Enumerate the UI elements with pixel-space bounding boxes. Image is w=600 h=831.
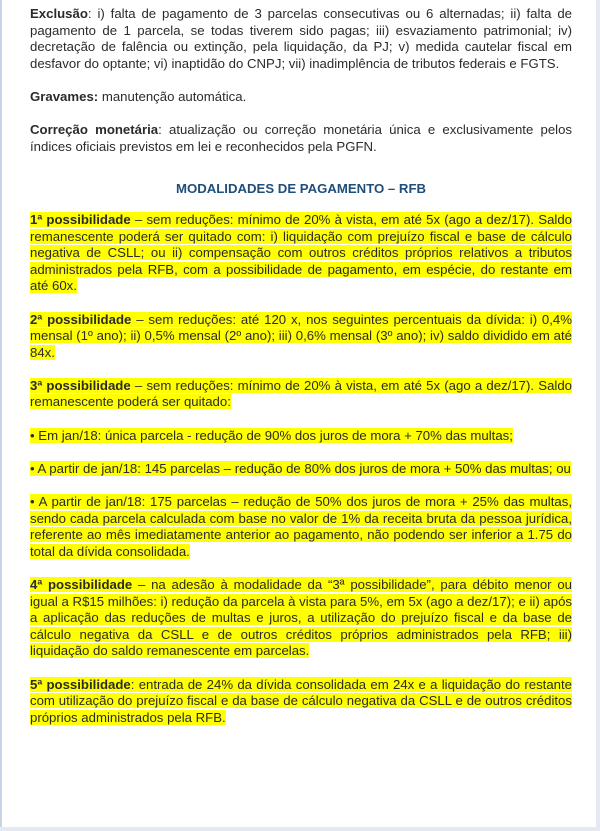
- possibilidade-1-text: – sem reduções: mínimo de 20% à vista, em até 5x (ago a dez/17). Saldo remanescente poderá ser quitado com: i) liquidação com prejuízo fiscal e base de cálculo negativa de CSLL; ou ii) compensação com outros créditos próprios relativos a tributos administrados pela RFB, com a possibilidade de pagamento, em espécie, do restante em até 60x.: [30, 211, 573, 294]
- possibilidade-3-text: – sem reduções: mínimo de 20% à vista, em até 5x (ago a dez/17). Saldo remanescente poderá ser quitado:: [30, 377, 573, 410]
- possibilidade-5-paragraph: [30, 677, 572, 727]
- possibilidade-5-text: : entrada de 24% da dívida consolidada em 24x e a liquidação do restante com utilização do prejuízo fiscal e da base de cálculo negativa da CSLL e de outros créditos próprios administrados pela RFB.: [30, 676, 572, 725]
- possibilidade-5-label: 5ª possibilidade: [30, 676, 131, 692]
- possibilidade-1-label: 1ª possibilidade: [30, 211, 131, 227]
- exclusao-paragraph: [30, 6, 572, 72]
- bullet-145-parcelas: [30, 461, 572, 478]
- bullet-jan18-unica-text: • Em jan/18: única parcela - redução de 90% dos juros de mora + 70% das multas;: [30, 427, 513, 443]
- bullet-175-parcelas: [30, 494, 572, 560]
- section-title: MODALIDADES DE PAGAMENTO – RFB: [175, 181, 427, 197]
- page-frame-left: [0, 0, 2, 831]
- possibilidade-4-paragraph: [30, 577, 572, 660]
- possibilidade-3-paragraph: [30, 378, 572, 411]
- bullet-145-parcelas-text: • A partir de jan/18: 145 parcelas – redução de 80% dos juros de mora + 50% das multas; ou: [30, 460, 571, 476]
- correcao-text: : atualização ou correção monetária única e exclusivamente pelos índices oficiais previstos em lei e reconhecidos pela PGFN.: [30, 122, 573, 154]
- gravames-text: manutenção automática.: [98, 88, 247, 104]
- correcao-label: Correção monetária: [30, 122, 159, 138]
- possibilidade-4-text: – na adesão à modalidade da “3ª possibilidade”, para débito menor ou igual a R$15 milhões: i) redução da parcela à vista para 5%, em 5x (ago a dez/17); e ii) após a aplicação das reduções de multas e juros, a utilização do prejuízo fiscal e da base de cálculo negativa da CSLL e de outros créditos próprios administrados pela RFB; iii) liquidação do saldo remanescente em parcelas.: [30, 577, 572, 659]
- bullet-jan18-unica: [30, 428, 572, 445]
- page-frame-right: [596, 0, 600, 831]
- possibilidade-3-label: 3ª possibilidade: [30, 377, 131, 393]
- possibilidade-1-paragraph: [30, 212, 572, 295]
- exclusao-label: Exclusão: [30, 6, 88, 21]
- possibilidade-2-text: – sem reduções: até 120 x, nos seguintes percentuais da dívida: i) 0,4% mensal (1º ano); ii) 0,5% mensal (2º ano); iii) 0,6% mensal (3º ano); iv) saldo dividido em até 84x.: [30, 311, 572, 360]
- bullet-175-parcelas-text: • A partir de jan/18: 175 parcelas – redução de 50% dos juros de mora + 25% das multas, sendo cada parcela calculada com base no valor de 1% da receita bruta da pessoa jurídica, referente ao mês imediatamente anterior ao pagamento, não podendo ser inferior a 1.75 do total da dívida consolidada.: [30, 494, 572, 559]
- exclusao-text: : i) falta de pagamento de 3 parcelas consecutivas ou 6 alternadas; ii) falta de pagamento de 1 parcela, se todas tiverem sido pagas; iii) esvaziamento patrimonial; iv) decretação de falência ou extinção, pela liquidação, da PJ; v) medida cautelar fiscal em desfavor do optante; vi) inaptidão do CNPJ; vii) inadimplência de tributos federais e FGTS.: [30, 6, 572, 71]
- possibilidade-2-label: 2ª possibilidade: [30, 311, 132, 327]
- gravames-label: Gravames:: [30, 88, 99, 104]
- page-frame-bottom: [0, 827, 600, 831]
- possibilidade-4-label: 4ª possibilidade: [30, 577, 133, 592]
- document-body: [30, 6, 572, 743]
- correcao-paragraph: [30, 122, 572, 155]
- section-title-wrap: [30, 181, 572, 198]
- possibilidade-2-paragraph: [30, 312, 572, 362]
- gravames-paragraph: [30, 89, 572, 106]
